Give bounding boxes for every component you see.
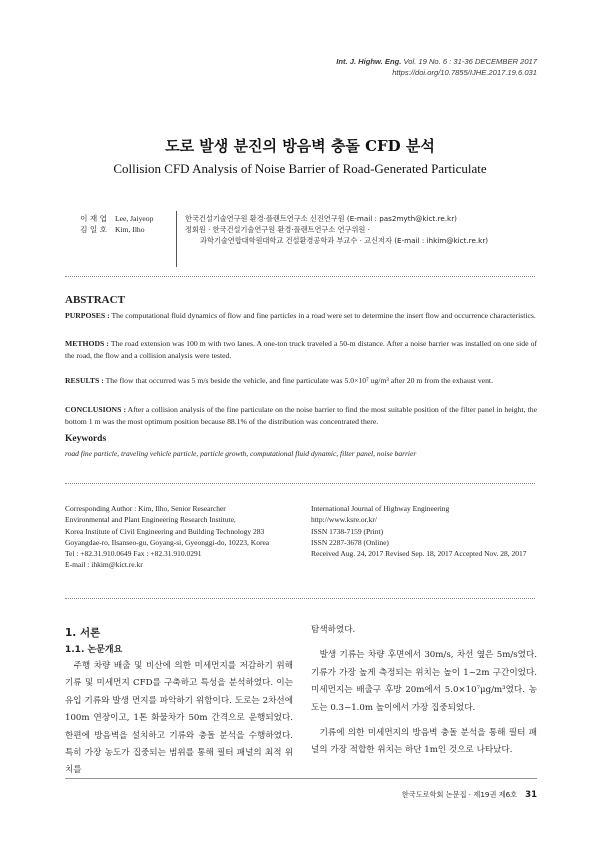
body-paragraph: 기류에 의한 미세먼지의 방음벽 충돌 분석을 통해 필터 패널의 가장 적합한 위치는 하단 1m인 것으로 나타났다.: [311, 728, 537, 756]
page-footer: [402, 790, 537, 800]
affiliation-list: [185, 213, 488, 246]
keywords-heading: Keywords: [65, 434, 107, 444]
corresponding-line: Corresponding Author : Kim, Ilho, Senior Researcher: [65, 504, 226, 513]
corresponding-line: E-mail : ihkim@kict.re.kr: [65, 560, 143, 570]
purposes-text: The computational fluid dynamics of flow and fine particles in a road were set to determine the insert flow and occurrence characteristics.: [111, 311, 536, 320]
divider: [65, 483, 535, 484]
conclusions-label: CONCLUSIONS :: [65, 405, 126, 414]
divider: [65, 276, 535, 277]
section-heading: 1. 서론: [65, 627, 101, 639]
journal-info-line: ISSN 1738-7159 (Print): [311, 526, 384, 536]
abstract-methods: [65, 338, 537, 361]
abstract-results: [65, 375, 537, 387]
title-english: Collision CFD Analysis of Noise Barrier of Road-Generated Particulate: [113, 161, 487, 176]
corresponding-line: Environmental and Plant Engineering Research Institute,: [65, 515, 236, 525]
corresponding-line: Korea Institute of Civil Engineering and Building Technology 283: [65, 526, 265, 536]
results-text: The flow that occurred was 5 m/s beside the vehicle, and fine particulate was 5.0×10⁷ ug/m³ after 20 m from the exhaust vent.: [105, 376, 493, 385]
body-column-right: [311, 622, 537, 760]
journal-url[interactable]: http://www.ksre.or.kr/: [311, 515, 377, 525]
keywords-text: road fine particle, traveling vehicle particle, particle growth, computational fluid dynamic, filter panel, noise barrier: [65, 449, 417, 458]
abstract-heading: ABSTRACT: [65, 294, 125, 306]
body-paragraph: 발생 기류는 차량 후면에서 30m/s, 차선 옆은 5m/s였다. 기류가 가장 높게 측정되는 위치는 높이 1~2m 구간이었다. 미세먼지는 배출구 후방 20m에서 5.0×10⁷μg/m³였다. 농도는 0.3~1.0m 높이에서 가장 집중되었다.: [311, 650, 537, 713]
author-row: [65, 213, 171, 224]
author-divider: [176, 211, 177, 267]
author-name-ko: 김 일 호: [80, 225, 107, 234]
journal-info-line: International Journal of Highway Engineering: [311, 504, 450, 513]
results-label: RESULTS :: [65, 376, 104, 385]
affiliation-line: 한국건설기술연구원 환경·플랜트연구소 신진연구원 (E-mail : pas2myth@kict.re.kr): [185, 214, 457, 223]
purposes-label: PURPOSES :: [65, 311, 110, 320]
abstract-conclusions: [65, 404, 537, 427]
author-name-en: Lee, Jaiyeop: [115, 214, 154, 223]
body-paragraph: 탐색하였다.: [311, 625, 356, 635]
journal-dates: Received Aug. 24, 2017 Revised Sep. 18, 2017 Accepted Nov. 28, 2017: [311, 549, 527, 559]
methods-text: The road extension was 100 m with two lanes. A one-ton truck traveled a 50-m distance. After a noise barrier was installed on one side of the road, the flow and a collision analysis were tested.: [65, 339, 538, 360]
footer-divider: [65, 778, 537, 779]
abstract-purposes: [65, 310, 537, 322]
footer-journal: 한국도로학회 논문집 · 제19권 제6호: [401, 790, 518, 799]
affiliation-line: 정회원 · 한국건설기술연구원 환경·플랜트연구소 연구위원 ·: [185, 225, 370, 234]
journal-abbr: Int. J. Highw. Eng.: [336, 57, 402, 66]
subsection-heading: 1.1. 논문개요: [65, 645, 123, 655]
title-korean: 도로 발생 분진의 방음벽 충돌 CFD 분석: [165, 137, 435, 155]
corresponding-line: Goyangdae-ro, Ilsanseo-gu, Goyang-si, Gyeonggi-do, 10223, Korea: [65, 537, 270, 547]
conclusions-text: After a collision analysis of the fine particulate on the noise barrier to find the most suitable position of the filter panel in height, the bottom 1 m was the most optimum position because 88.1% of the distribution was concentrated there.: [65, 405, 538, 426]
affiliation-line: 과학기술연합대학원대학교 건설환경공학과 부교수 · 교신저자 (E-mail : ihkim@kict.re.kr): [200, 236, 489, 245]
page-number: 31: [525, 790, 537, 800]
journal-header: [336, 56, 537, 78]
author-name-ko: 이 재 엽: [80, 214, 107, 223]
corresponding-author: [65, 503, 269, 571]
journal-info: [311, 503, 527, 559]
body-paragraph: 주행 차량 배출 및 비산에 의한 미세먼지를 저감하기 위해 기류 및 미세먼지 CFD를 구축하고 특성을 분석하였다. 이는 유입 기류와 발생 먼지를 파악하기 위함이다. 도로는 2차선에 100m 연장이고, 1톤 화물차가 50m 간격으로 운행되었다. 한편에 방음벽을 설치하고 기류와 충돌 분석을 수행하였다. 특히 가장 농도가 집중되는 범위를 통해 필터 패널의 최적 위치를: [65, 661, 293, 776]
journal-info-line: ISSN 2287-3678 (Online): [311, 537, 389, 547]
methods-label: METHODS :: [65, 339, 109, 348]
author-name-en: Kim, Ilho: [115, 225, 145, 234]
corresponding-line: Tel : +82.31.910.0649 Fax : +82.31.910.0291: [65, 549, 202, 559]
author-list: [65, 213, 171, 235]
divider: [65, 598, 535, 599]
author-row: [65, 224, 171, 235]
doi-link[interactable]: https://doi.org/10.7855/IJHE.2017.19.6.031: [392, 68, 537, 77]
body-column-left: [65, 658, 293, 780]
volume-info: Vol. 19 No. 6 : 31-36 DECEMBER 2017: [403, 57, 537, 66]
